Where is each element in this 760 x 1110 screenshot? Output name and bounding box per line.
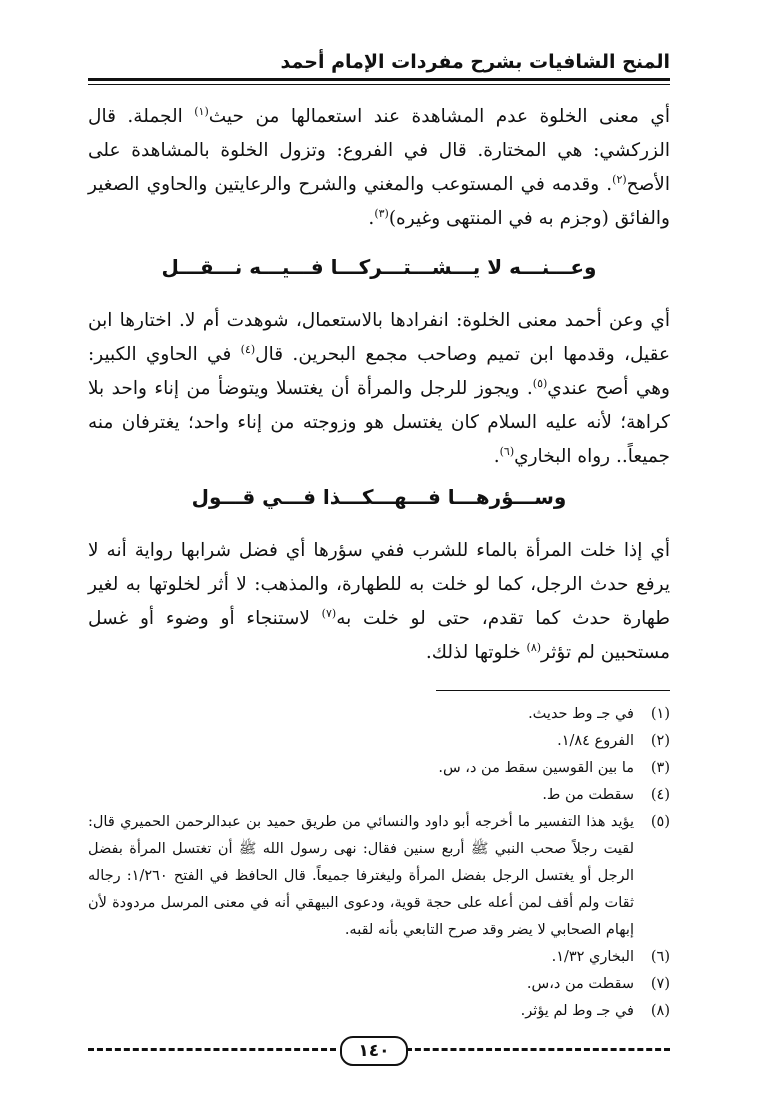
paragraph-text: خلوتها لذلك. bbox=[425, 642, 527, 663]
footnote-number: (١) bbox=[650, 706, 670, 722]
footnote-number: (٧) bbox=[650, 976, 670, 992]
paragraph-text: أي معنى الخلوة عدم المشاهدة عند استعمالها من حيث bbox=[208, 106, 670, 127]
footnote-ref: (٢) bbox=[612, 172, 627, 186]
poem-verse-2: وســـؤرهـــا فـــهـــكـــذا فـــي قـــول bbox=[191, 485, 567, 509]
footnotes bbox=[88, 701, 670, 1025]
footnote-text: البخاري ١/٣٢. bbox=[551, 949, 634, 965]
footnote-text: الفروع ١/٨٤. bbox=[557, 733, 634, 749]
footer-dashed-rule bbox=[88, 1048, 336, 1051]
footnote-item bbox=[88, 755, 670, 782]
footnote-ref: (٨) bbox=[526, 640, 542, 654]
footnote-item bbox=[88, 701, 670, 728]
paragraph-text: . bbox=[368, 208, 375, 229]
paragraph-text: . وقدمه في المستوعب والمغني والشرح والرعايتين والحاوي الصغير والفائق (وجزم به في المنتهى وغيره) bbox=[88, 174, 670, 229]
paragraph-text: الجملة. قال الزركشي: هي المختارة. قال في الفروع: وتزول الخلوة بالمشاهدة على الأصح bbox=[88, 106, 670, 195]
paragraph-text: لاستنجاء أو وضوء أو غسل مستحبين لم تؤثر bbox=[88, 608, 670, 663]
footnote-item bbox=[88, 971, 670, 998]
footnote-separator bbox=[436, 690, 670, 691]
page-footer bbox=[88, 1036, 670, 1066]
header-rule bbox=[88, 78, 670, 81]
footnote-ref: (٦) bbox=[499, 444, 515, 458]
footnote-number: (٥) bbox=[650, 814, 670, 830]
poem-verse-1: وعـــنـــه لا يـــشـــتـــركـــا فـــيـــه نـــقـــل bbox=[161, 255, 597, 279]
footnote-number: (٣) bbox=[650, 760, 670, 776]
footnote-ref: (١) bbox=[194, 104, 209, 118]
footnote-text: في جـ وط حديث. bbox=[528, 706, 634, 722]
footnote-text: ما بين القوسين سقط من د، س. bbox=[438, 760, 634, 776]
footnote-ref: (٥) bbox=[532, 376, 548, 390]
footnote-item bbox=[88, 728, 670, 755]
header-rule-thin bbox=[88, 84, 670, 85]
paragraph-text: أي إذا خلت المرأة بالماء للشرب ففي سؤرها أي فضل شرابها رواية أنه لا يرفع حدث الرجل، كما لو خلت به للطهارة، والمذهب: لا أثر لخلوتها به لغير طهارة حدث كما تقدم، حتى لو خلت به bbox=[88, 540, 670, 629]
footnote-text: سقطت من ط. bbox=[542, 787, 634, 803]
footnote-ref: (٣) bbox=[374, 206, 389, 220]
footer-dashed-rule bbox=[406, 1048, 670, 1051]
footnote-item bbox=[88, 944, 670, 971]
footnote-text: سقطت من د،س. bbox=[526, 976, 634, 992]
commentary-paragraph-2 bbox=[88, 304, 670, 474]
footnote-number: (٦) bbox=[650, 949, 670, 965]
footnote-ref: (٧) bbox=[321, 606, 337, 620]
footnote-text: في جـ وط لم يؤثر. bbox=[520, 1003, 634, 1019]
footnote-number: (٨) bbox=[650, 1003, 670, 1019]
page-number: ١٤٠ bbox=[340, 1036, 408, 1066]
footnote-item bbox=[88, 809, 670, 944]
paragraph-text: . bbox=[493, 446, 500, 467]
paragraph-text: . ويجوز للرجل والمرأة أن يغتسلا ويتوضأ من إناء واحد بلا كراهة؛ لأنه عليه السلام كان يغتسل هو وزوجته من إناء واحد؛ يغترفان منه جميعاً.. رواه البخاري bbox=[88, 378, 670, 467]
footnote-ref: (٤) bbox=[240, 342, 256, 356]
paragraph-text: أي وعن أحمد معنى الخلوة: انفرادها بالاستعمال، شوهدت أم لا. اختارها ابن عقيل، وقدمها ابن تميم وصاحب مجمع البحرين. قال bbox=[88, 310, 670, 365]
footnote-number: (٢) bbox=[650, 733, 670, 749]
footnote-item bbox=[88, 782, 670, 809]
footnote-number: (٤) bbox=[650, 787, 670, 803]
commentary-paragraph-3 bbox=[88, 534, 670, 670]
book-title: المنح الشافيات بشرح مفردات الإمام أحمد bbox=[280, 51, 670, 73]
paragraph-text: في الحاوي الكبير: وهي أصح عندي bbox=[88, 344, 670, 399]
running-header bbox=[88, 48, 670, 78]
footnote-item bbox=[88, 998, 670, 1025]
commentary-paragraph-1 bbox=[88, 100, 670, 236]
footnote-text: يؤيد هذا التفسير ما أخرجه أبو داود والنسائي من طريق حميد بن عبدالرحمن الحميري قال: لقيت رجلاً صحب النبي ﷺ أربع سنين فقال: نهى رسول الله ﷺ أن تغتسل المرأة بفضل الرجل أو يغتسل الرجل بفضل المرأة وليغترفا جميعاً. قال الحافظ في الفتح ١/٢٦٠: رجاله ثقات ولم أقف لمن أعله على حجة قوية، ودعوى البيهقي أنه في معنى المرسل مردودة لأن إبهام الصحابي لا يضر وقد صرح التابعي بأنه لقبه. bbox=[88, 814, 634, 938]
